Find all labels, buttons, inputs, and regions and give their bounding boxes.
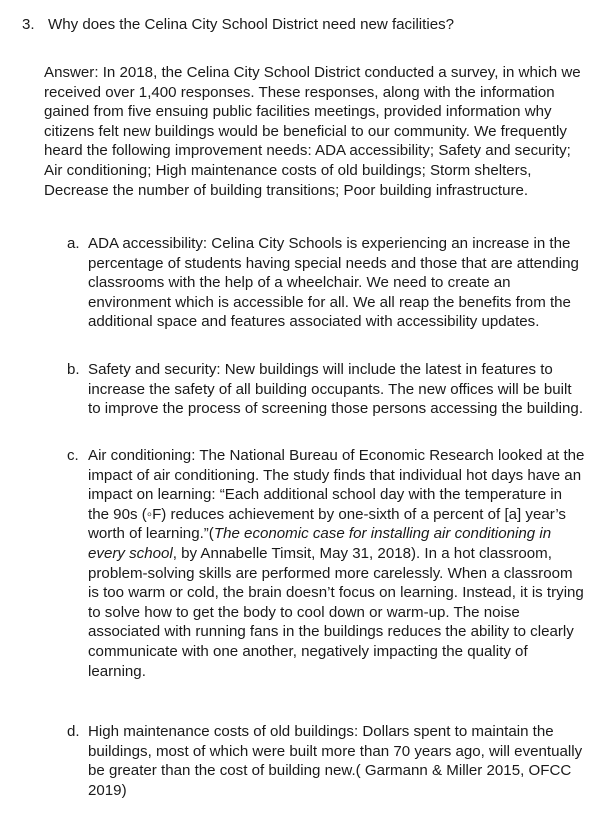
list-item-line: be greater than the cost of building new.( Garmann & Miller 2015, OFCC: [88, 762, 572, 780]
answer-line: received over 1,400 responses. These responses, along with the information: [44, 83, 555, 101]
answer-line: Air conditioning; High maintenance costs of old buildings; Storm shelters,: [44, 161, 532, 179]
answer-line: citizens felt new buildings would be beneficial to our community. We frequently: [44, 122, 567, 140]
list-item-line: environment which is accessible for all. We all reap the benefits from the: [88, 293, 571, 311]
list-item-line: [88, 524, 607, 544]
answer-line: gained from five ensuing public facilities meetings, provided information why: [44, 103, 552, 121]
list-item-line: communicate with one another, negatively impacting the quality of: [88, 642, 528, 660]
list-item-line: is too warm or cold, the brain doesn’t focus on learning. Instead, it is trying: [88, 584, 584, 602]
question-heading: [22, 15, 602, 35]
list-item-letter: c.: [67, 447, 79, 464]
list-item-line: ADA accessibility: Celina City Schools is experiencing an increase in the: [88, 235, 571, 252]
list-item-ada-accessibility: [67, 234, 607, 332]
list-item-line: learning.: [88, 662, 146, 680]
list-item-body: [88, 234, 607, 332]
list-item-line: problem-solving skills are performed more carelessly. When a classroom: [88, 564, 573, 582]
list-item-letter: d.: [67, 723, 80, 740]
list-item-body: [88, 722, 607, 800]
list-item-letter: b.: [67, 361, 80, 378]
list-item-line: buildings, most of which were built more than 70 years ago, will eventually: [88, 742, 583, 760]
question-text: Why does the Celina City School District need new facilities?: [48, 16, 455, 33]
list-item-line: [88, 544, 607, 564]
list-item-line: impact of air conditioning. The study finds that individual hot days have an: [88, 466, 582, 484]
list-item-line: Safety and security: New buildings will include the latest in features to: [88, 361, 553, 378]
list-item-safety-security: [67, 360, 607, 419]
list-item-line: to improve the process of screening those persons accessing the building.: [88, 400, 584, 418]
list-item-line: Air conditioning: The National Bureau of Economic Research looked at the: [88, 447, 585, 464]
list-item-body: [88, 446, 607, 681]
list-item-line: the 90s (◦F) reduces achievement by one-sixth of a percent of [a] year’s: [88, 505, 566, 523]
answer-line: Answer: In 2018, the Celina City School District conducted a survey, in which we: [44, 64, 581, 81]
citation-lead-text: worth of learning.”(: [88, 525, 214, 543]
answer-line: heard the following improvement needs: ADA accessibility; Safety and security;: [44, 142, 571, 160]
list-item-line: additional space and features associated with accessibility updates.: [88, 313, 540, 331]
question-number: 3.: [22, 16, 35, 33]
list-item-air-conditioning: [67, 446, 607, 681]
list-item-letter: a.: [67, 235, 80, 252]
list-item-line: associated with running fans in the buildings reduces the ability to clearly: [88, 623, 574, 641]
list-item-line: increase the safety of all building occupants. The new offices will be built: [88, 380, 572, 398]
list-item-line: impact on learning: “Each additional school day with the temperature in: [88, 486, 563, 504]
answer-line: Decrease the number of building transitions; Poor building infrastructure.: [44, 181, 529, 199]
list-item-line: High maintenance costs of old buildings: Dollars spent to maintain the: [88, 723, 554, 740]
citation-author-date: , by Annabelle Timsit, May 31, 2018). In a hot classroom,: [172, 544, 552, 562]
list-item-line: percentage of students having special needs and those that are attending: [88, 254, 579, 272]
list-item-line: to solve how to get the body to cool down or warm-up. The noise: [88, 603, 520, 621]
list-item-line: classrooms with the help of a wheelchair. We need to create an: [88, 274, 511, 292]
list-item-maintenance-costs: [67, 722, 607, 800]
list-item-line: 2019): [88, 781, 127, 799]
answer-paragraph: [44, 63, 606, 200]
citation-title: The economic case for installing air conditioning in: [213, 525, 552, 543]
citation-title-end: every school: [88, 544, 173, 562]
list-item-body: [88, 360, 607, 419]
